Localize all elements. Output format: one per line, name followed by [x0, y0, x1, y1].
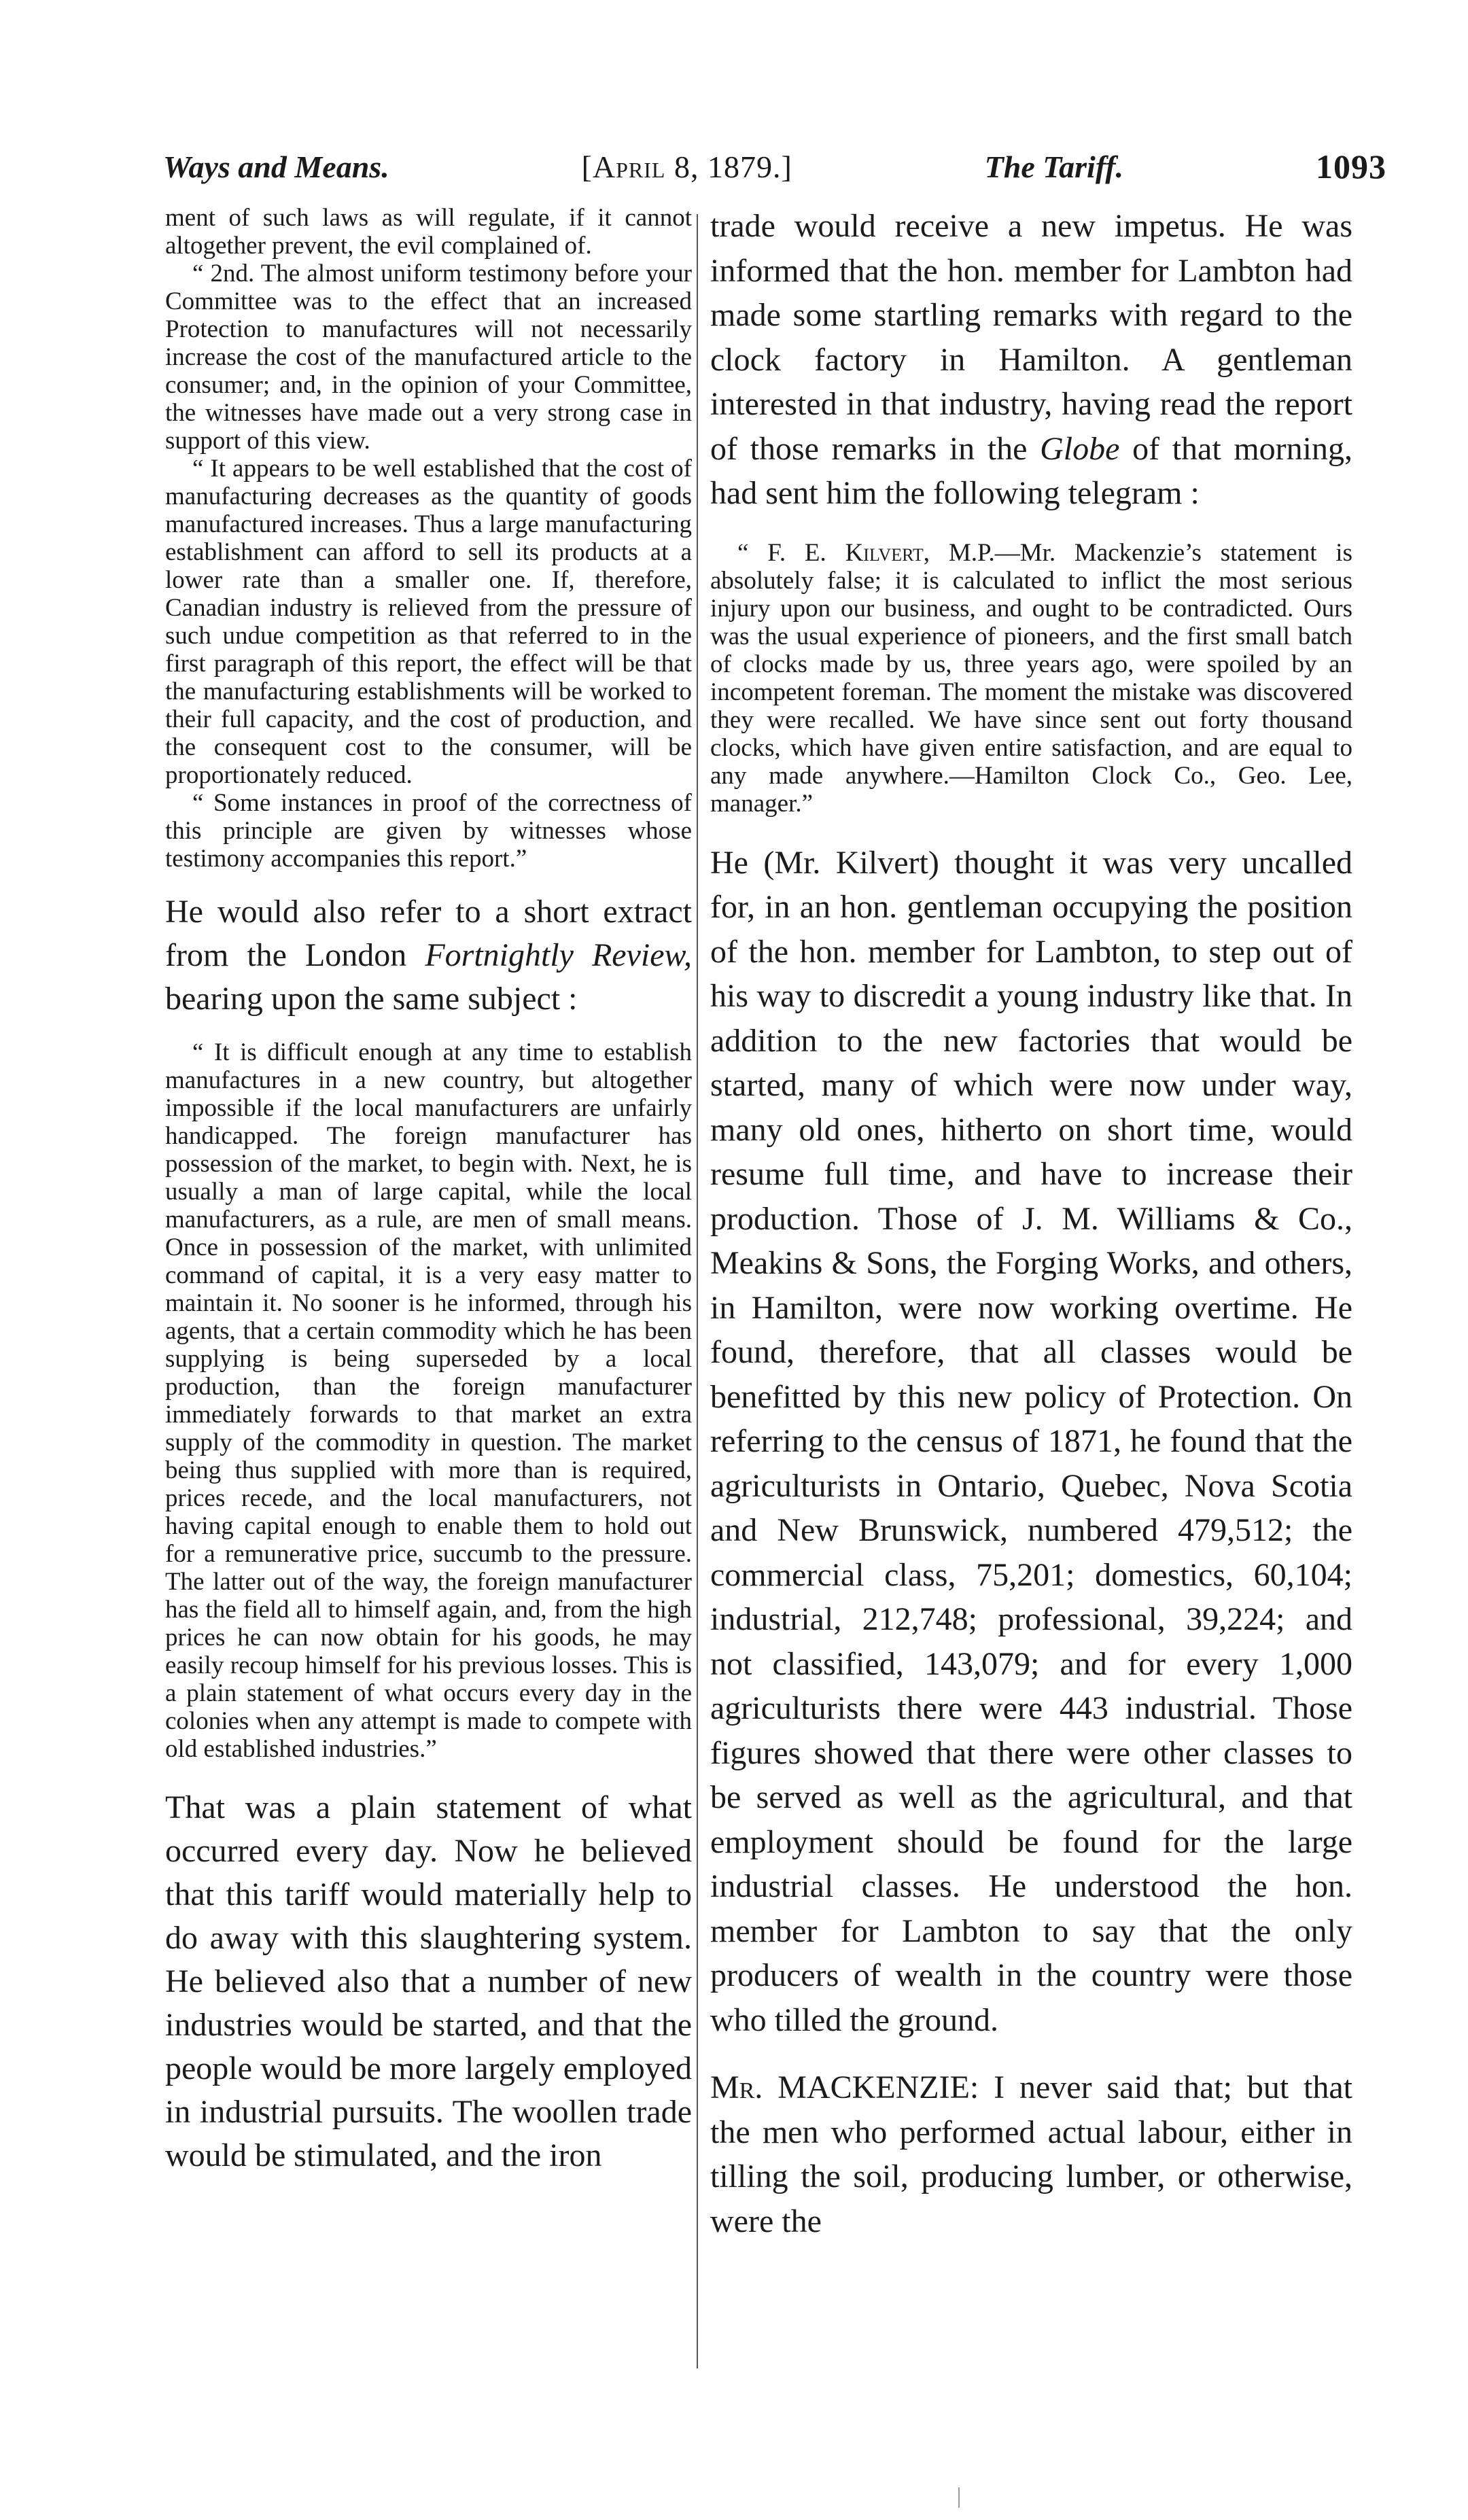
page-mark	[958, 2487, 960, 2508]
right-column	[710, 204, 1352, 2243]
quote-paragraph: “ It is difficult enough at any time to establish manufactures in a new country, but altogether impossible if the local manufacturers are unfairly handicapped. The foreign manufacturer has possession of the market, to begin with. Next, he is usually a man of large capital, while the local manufacturers, as a rule, are men of small means. Once in possession of the market, with unlimited command of capital, it is a very easy matter to maintain it. No sooner is he informed, through his agents, that a certain commodity which he has been supplying is being superseded by a local production, than the foreign manufacturer immediately forwards to that market an extra supply of the commodity in question. The market being thus supplied with more than is required, prices recede, and the local manufacturers, not having capital enough to enable them to hold out for a remunerative price, succumb to the pressure. The latter out of the way, the foreign manufacturer has the field all to himself again, and, from the high prices he can now obtain for his goods, he may easily recoup himself for his previous losses. This is a plain statement of what occurs every day in the colonies when any attempt is made to compete with old established industries.”	[165, 1038, 692, 1763]
header-date-month: April	[592, 149, 666, 184]
telegram-recipient: Kilvert	[845, 538, 924, 567]
review-quote	[165, 1038, 692, 1763]
page-header	[163, 136, 1386, 197]
body-paragraph: He would also refer to a short extract from the London Fortnightly Review, bearing upon the same subject :	[165, 894, 692, 1017]
column-divider	[697, 214, 698, 2368]
publication-title: Fortnightly Review,	[425, 937, 692, 973]
quote-paragraph: ment of such laws as will regulate, if it cannot altogether prevent, the evil complained of.	[165, 204, 692, 260]
telegram-quote	[710, 539, 1352, 818]
body-paragraph: trade would receive a new impetus. He was informed that the hon. member for Lambton had made some startling remarks with regard to the clock factory in Hamilton. A gentleman interested in that industry, having read the report of those remarks in the Globe of that morning, had sent him the following telegram :	[710, 208, 1352, 511]
quote-paragraph: “ Some instances in proof of the correctness of this principle are given by witnesses whose testimony accompanies this report.”	[165, 789, 692, 873]
quote-paragraph: “ F. E. Kilvert, M.P.—Mr. Mackenzie’s statement is absolutely false; it is calculated to inflict the most serious injury upon our business, and ought to be contradicted. Ours was the usual experience of pioneers, and the first small batch of clocks made by us, three years ago, were spoiled by an incompetent foreman. The moment the mistake was discovered they were recalled. We have since sent out forty thousand clocks, which have given entire satisfaction, and are equal to any made anywhere.—Hamilton Clock Co., Geo. Lee, manager.”	[710, 538, 1352, 818]
header-topic: The Tariff.	[984, 149, 1124, 184]
body-paragraph: He (Mr. Kilvert) thought it was very uncalled for, in an hon. gentleman occupying the position of the hon. member for Lambton, to step out of his way to discredit a young industry like that. In addition to the new factories that would be started, many of which were now under way, many old ones, hitherto on short time, would resume full time, and have to increase their production. Those of J. M. Williams & Co., Meakins & Sons, the Forging Works, and others, in Hamilton, were now working overtime. He found, therefore, that all classes would be benefitted by this new policy of Protection. On referring to the census of 1871, he found that the agriculturists in Ontario, Quebec, Nova Scotia and New Brunswick, numbered 479,512; the commercial class, 75,201; domestics, 60,104; industrial, 212,748; professional, 39,224; and not classified, 143,079; and for every 1,000 agriculturists there were 443 industrial. Those figures showed that there were other classes to be served as well as the agricultural, and that employment should be found for the large industrial classes. He understood the hon. member for Lambton to say that the only producers of wealth in the country were those who tilled the ground.	[710, 844, 1352, 2038]
quote-paragraph: “ 2nd. The almost uniform testimony before your Committee was to the effect that an increased Protection to manufactures will not necessarily increase the cost of the manufactured article to the consumer; and, in the opinion of your Committee, the witnesses have made out a very strong case in support of this view.	[165, 260, 692, 455]
speaker-paragraph: Mr. MACKENZIE: I never said that; but that the men who performed actual labour, either in tilling the soil, producing lumber, or otherwise, were the	[710, 2069, 1353, 2239]
body-paragraph: That was a plain statement of what occurred every day. Now he believed that this tariff would materially help to do away with this slaughtering system. He believed also that a number of new industries would be started, and that the people would be more largely employed in industrial pursuits. The woollen trade would be stimulated, and the iron	[165, 1789, 692, 2173]
speaker-name: Mr. MACKENZIE	[710, 2069, 970, 2105]
quote-paragraph: “ It appears to be well established that the cost of manufacturing decreases as the quantity of goods manufactured increases. Thus a large manufacturing establishment can afford to sell its products at a lower rate than a smaller one. If, therefore, Canadian industry is relieved from the pressure of such undue competition as that referred to in the first paragraph of this report, the effect will be that the manufacturing establishments will be worked to their full capacity, and the cost of production, and the consequent cost to the consumer, will be proportionately reduced.	[165, 455, 692, 789]
header-section-title: Ways and Means.	[163, 149, 389, 184]
header-date: [April 8, 1879.]	[581, 149, 792, 184]
newspaper-title: Globe	[1040, 430, 1120, 467]
left-column	[165, 204, 692, 2177]
committee-report-quote	[165, 204, 692, 873]
page-number: 1093	[1315, 147, 1386, 186]
